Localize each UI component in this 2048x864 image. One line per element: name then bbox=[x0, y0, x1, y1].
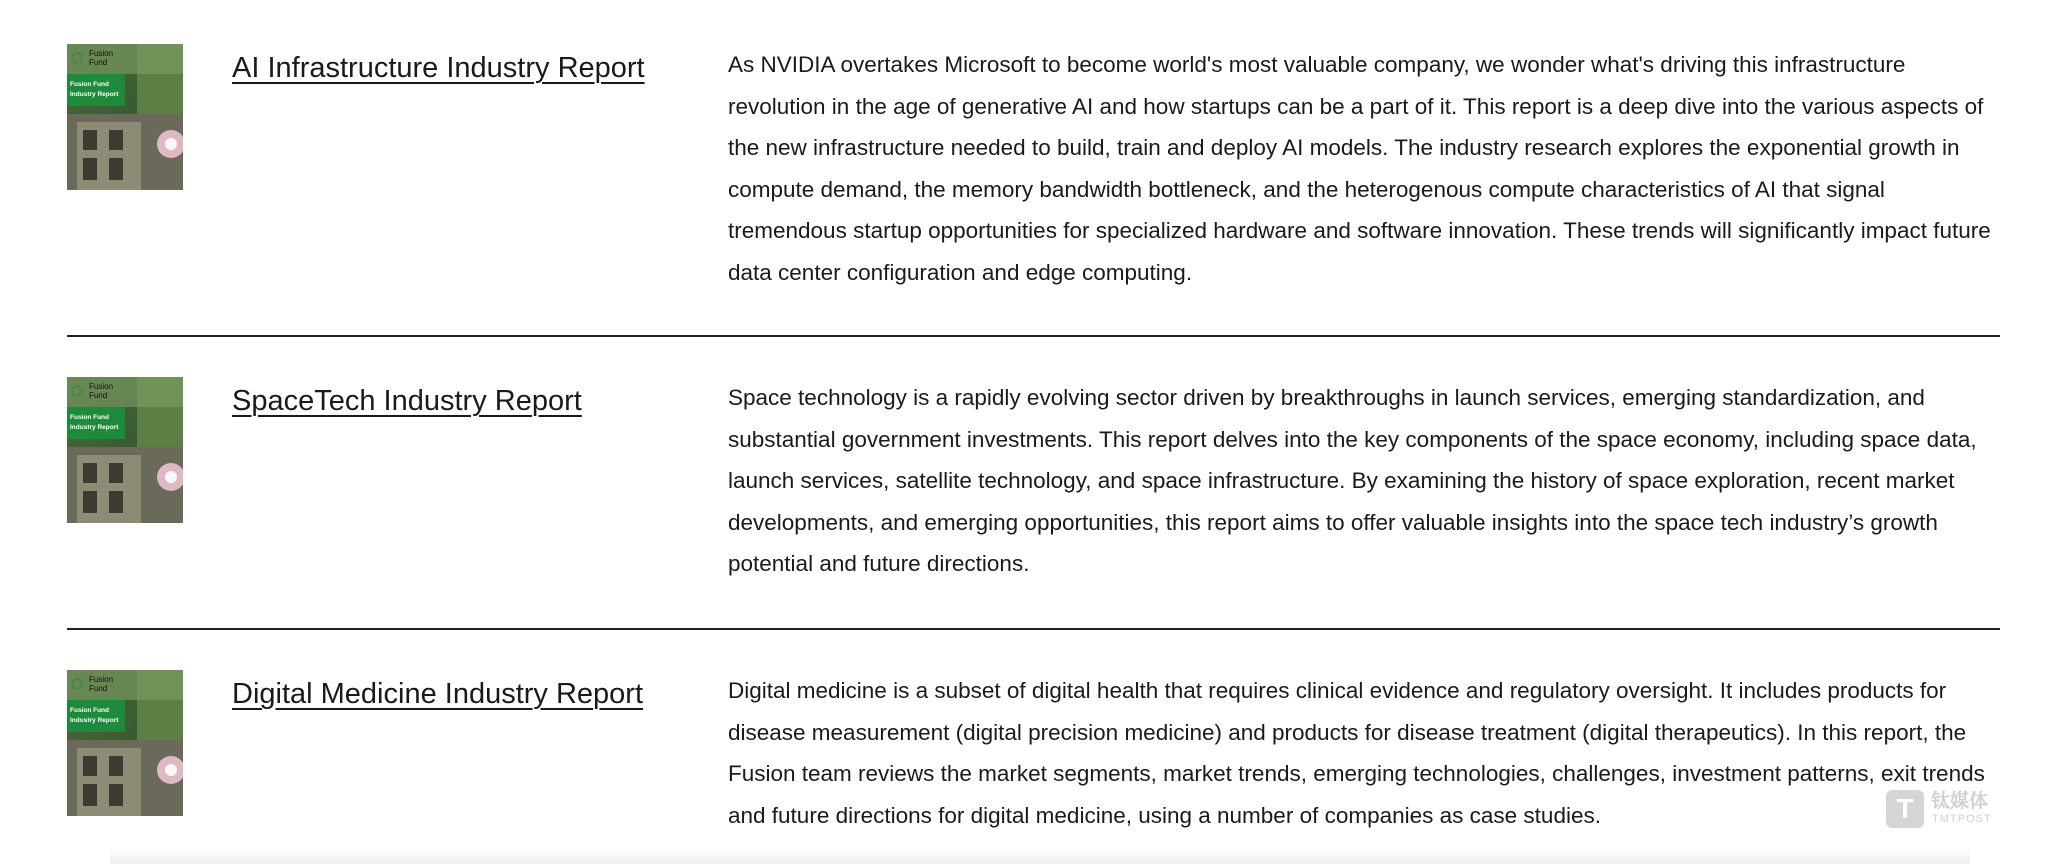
report-cover-image[interactable] bbox=[67, 44, 183, 190]
report-description: Space technology is a rapidly evolving sector driven by breakthroughs in launch services, emerging standardization, and substantial government investments. This report delves into the key components of the space economy, including space data, launch services, satellite technology, and space infrastructure. By examining the history of space exploration, recent market developments, and emerging opportunities, this report aims to offer valuable insights into the space tech industry’s growth potential and future directions. bbox=[728, 385, 1977, 576]
report-description: Digital medicine is a subset of digital health that requires clinical evidence and regulatory oversight. It includes products for disease measurement (digital precision medicine) and products for disease treatment (digital therapeutics). In this report, the Fusion team reviews the market segments, market trends, emerging technologies, challenges, investment patterns, exit trends and future directions for digital medicine, using a number of companies as case studies. bbox=[728, 678, 1985, 828]
cover-brand-line1: Fusion bbox=[89, 49, 114, 58]
cover-banner-line2: Industry Report bbox=[70, 717, 119, 724]
report-cover-image[interactable] bbox=[67, 670, 183, 816]
divider bbox=[67, 335, 2000, 337]
divider bbox=[67, 628, 2000, 630]
tmtpost-watermark bbox=[1886, 790, 1998, 828]
cover-brand-line2: Fund bbox=[89, 391, 108, 400]
cover-brand-line2: Fund bbox=[89, 58, 108, 67]
report-title-link[interactable]: AI Infrastructure Industry Report bbox=[232, 52, 645, 84]
cover-banner-line1: Fusion Fund bbox=[70, 707, 109, 714]
cover-banner-line2: Industry Report bbox=[70, 424, 119, 431]
bottom-fade bbox=[110, 848, 1970, 864]
tmtpost-logo-icon: T bbox=[1886, 790, 1924, 828]
cover-banner-line2: Industry Report bbox=[70, 91, 119, 98]
cover-brand-line2: Fund bbox=[89, 684, 108, 693]
cover-banner-line1: Fusion Fund bbox=[70, 81, 109, 88]
watermark-text-en: TMTPOST bbox=[1932, 813, 1992, 825]
report-cover-image[interactable] bbox=[67, 377, 183, 523]
watermark-text-cn: 钛媒体 bbox=[1931, 790, 1989, 812]
report-description: As NVIDIA overtakes Microsoft to become world's most valuable company, we wonder what's driving this infrastructure revolution in the age of generative AI and how startups can be a part of it. This report is a deep dive into the various aspects of the new infrastructure needed to build, train and deploy AI models. The industry research explores the exponential growth in compute demand, the memory bandwidth bottleneck, and the heterogenous compute characteristics of AI that signal tremendous startup opportunities for specialized hardware and software innovation. These trends will significantly impact future data center configuration and edge computing. bbox=[728, 52, 1991, 285]
cover-brand-line1: Fusion bbox=[89, 675, 114, 684]
cover-banner-line1: Fusion Fund bbox=[70, 414, 109, 421]
report-title-link[interactable]: Digital Medicine Industry Report bbox=[232, 678, 644, 710]
report-title-link[interactable]: SpaceTech Industry Report bbox=[232, 385, 582, 417]
cover-brand-line1: Fusion bbox=[89, 382, 114, 391]
